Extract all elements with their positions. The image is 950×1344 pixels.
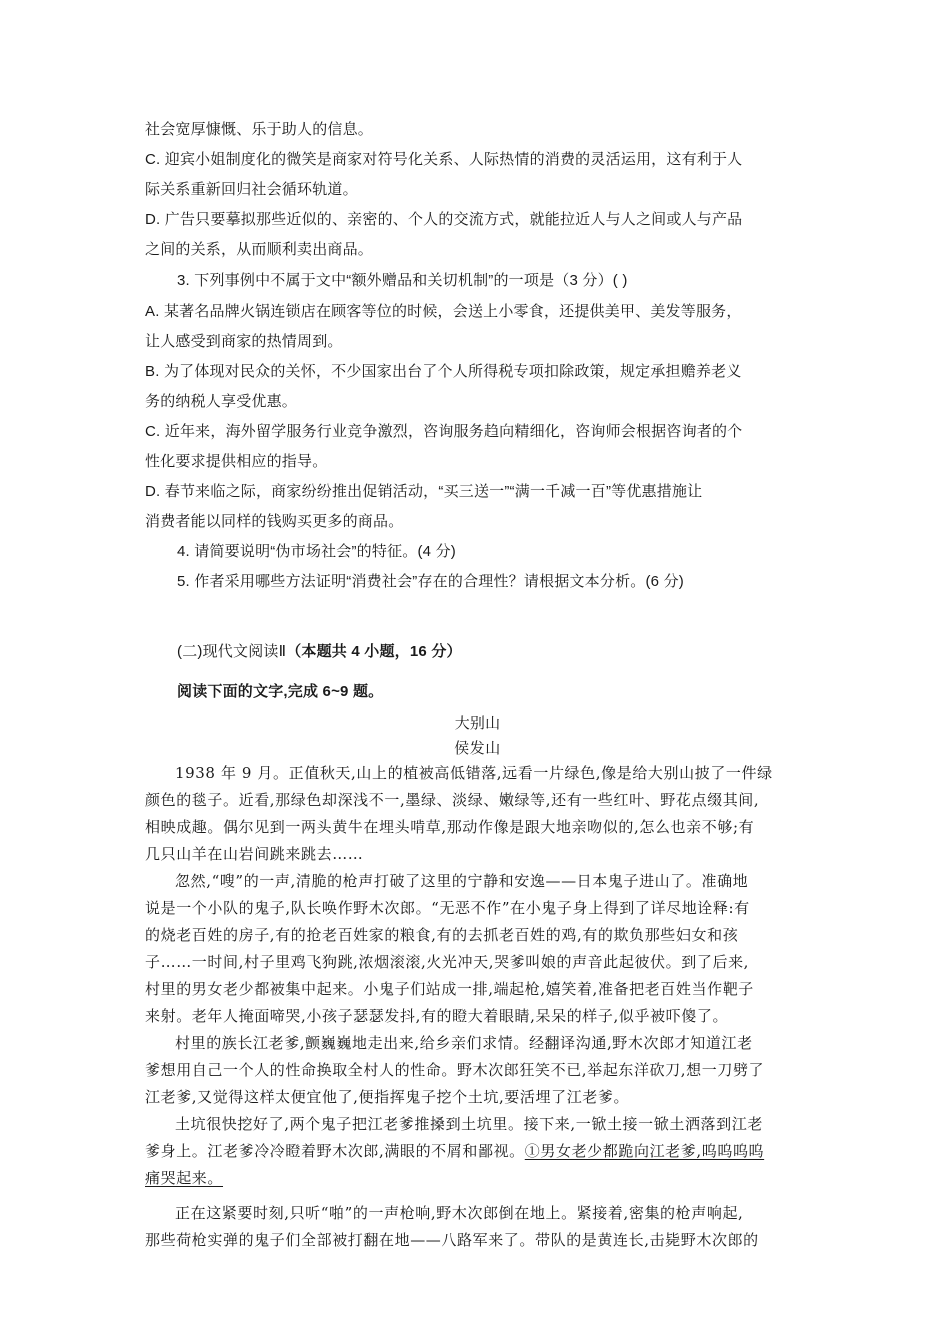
story-text: 爹身上。江老爹冷冷瞪着野木次郎,满眼的不屑和鄙视。	[145, 1142, 525, 1160]
story-title: 大别山	[454, 715, 501, 732]
text-line: 性化要求提供相应的指导。	[145, 453, 328, 470]
story-line: 来射。老年人掩面啼哭,小孩子瑟瑟发抖,有的瞪大着眼睛,呆呆的样子,似乎被吓傻了。	[145, 1007, 729, 1025]
story-line: 子……一时间,村子里鸡飞狗跳,浓烟滚滚,火光冲天,哭爹叫娘的声音此起彼伏。到了后来,	[145, 953, 750, 971]
option-b: B. 为了体现对民众的关怀，不少国家出台了个人所得税专项扣除政策，规定承担赡养老义	[145, 363, 742, 380]
story-line: 忽然,“嗖”的一声,清脆的枪声打破了这里的宁静和安逸——日本鬼子进山了。准确地	[175, 872, 749, 890]
option-c: C. 近年来，海外留学服务行业竞争激烈，咨询服务趋向精细化，咨询师会根据咨询者的个	[145, 423, 743, 440]
section-heading	[177, 640, 842, 661]
story-author: 侯发山	[454, 739, 501, 757]
story-line: 爹想用自己一个人的性命换取全村人的性命。野木次郎狂笑不已,举起东洋砍刀,想一刀劈了	[145, 1061, 765, 1079]
instruction: 阅读下面的文字,完成 6~9 题。	[177, 683, 384, 700]
story-line: 说是一个小队的鬼子,队长唤作野木次郎。“无恶不作”在小鬼子身上得到了详尽地诠释:有	[145, 899, 750, 917]
option-d: D. 广告只要摹拟那些近似的、亲密的、个人的交流方式，就能拉近人与人之间或人与产品	[145, 211, 743, 228]
option-a: A. 某著名品牌火锅连锁店在顾客等位的时候，会送上小零食，还提供美甲、美发等服务，	[145, 303, 742, 320]
story-line: 几只山羊在山岩间跳来跳去……	[145, 845, 364, 863]
story-line: 江老爹,又觉得这样太便宜他了,便指挥鬼子挖个土坑,要活埋了江老爹。	[145, 1088, 630, 1106]
story-line: 相映成趣。偶尔见到一两头黄牛在埋头啃草,那动作像是跟大地亲吻似的,怎么也亲不够;有	[145, 818, 755, 836]
underlined-sentence: ①男女老少都跪向江老爹,呜呜呜呜	[524, 1142, 765, 1160]
text-line: 际关系重新回归社会循环轨道。	[145, 181, 358, 198]
question-4: 4. 请简要说明“伪市场社会”的特征。(4 分)	[177, 543, 456, 560]
section-heading-main: (二)现代文阅读Ⅱ	[177, 643, 287, 660]
question-3: 3. 下列事例中不属于文中“额外赠品和关切机制”的一项是（3 分）( )	[177, 272, 628, 289]
story-line: 颜色的毯子。近看,那绿色却深浅不一,墨绿、淡绿、嫩绿等,还有一些红叶、野花点缀其间,	[145, 791, 760, 809]
story-line: 1938 年 9 月。正值秋天,山上的植被高低错落,远看一片绿色,像是给大别山披了一件绿	[175, 764, 773, 782]
text-line: 让人感受到商家的热情周到。	[145, 333, 343, 350]
story-line: 村里的男女老少都被集中起来。小鬼子们站成一排,端起枪,嬉笑着,准备把老百姓当作靶子	[145, 980, 754, 998]
text-line: 务的纳税人享受优惠。	[145, 393, 298, 410]
underlined-sentence: 痛哭起来。	[145, 1169, 224, 1187]
text-line: 之间的关系，从而顺利卖出商品。	[145, 241, 374, 258]
text-line: 消费者能以同样的钱购买更多的商品。	[145, 513, 404, 530]
question-5: 5. 作者采用哪些方法证明“消费社会”存在的合理性？请根据文本分析。(6 分)	[177, 573, 684, 590]
story-line: 村里的族长江老爹,颤巍巍地走出来,给乡亲们求情。经翻译沟通,野木次郎才知道江老	[175, 1034, 753, 1052]
story-line: 那些荷枪实弹的鬼子们全部被打翻在地——八路军来了。带队的是黄连长,击毙野木次郎的	[145, 1231, 759, 1249]
story-line: 的烧老百姓的房子,有的抢老百姓家的粮食,有的去抓老百姓的鸡,有的欺负那些妇女和孩	[145, 926, 739, 944]
story-line: 正在这紧要时刻,只听“啪”的一声枪响,野木次郎倒在地上。紧接着,密集的枪声响起,	[175, 1204, 744, 1222]
story-line	[145, 1167, 810, 1188]
option-d: D. 春节来临之际，商家纷纷推出促销活动，“买三送一”“满一千减一百”等优惠措施让	[145, 483, 703, 500]
story-line	[145, 1140, 810, 1161]
section-heading-note: （本题共 4 小题，16 分）	[286, 643, 462, 660]
option-c: C. 迎宾小姐制度化的微笑是商家对符号化关系、人际热情的消费的灵活运用，这有利于人	[145, 151, 743, 168]
story-line: 土坑很快挖好了,两个鬼子把江老爹推搡到土坑里。接下来,一锨土接一锨土洒落到江老	[175, 1115, 763, 1133]
text-line: 社会宽厚慷慨、乐于助人的信息。	[145, 121, 374, 138]
